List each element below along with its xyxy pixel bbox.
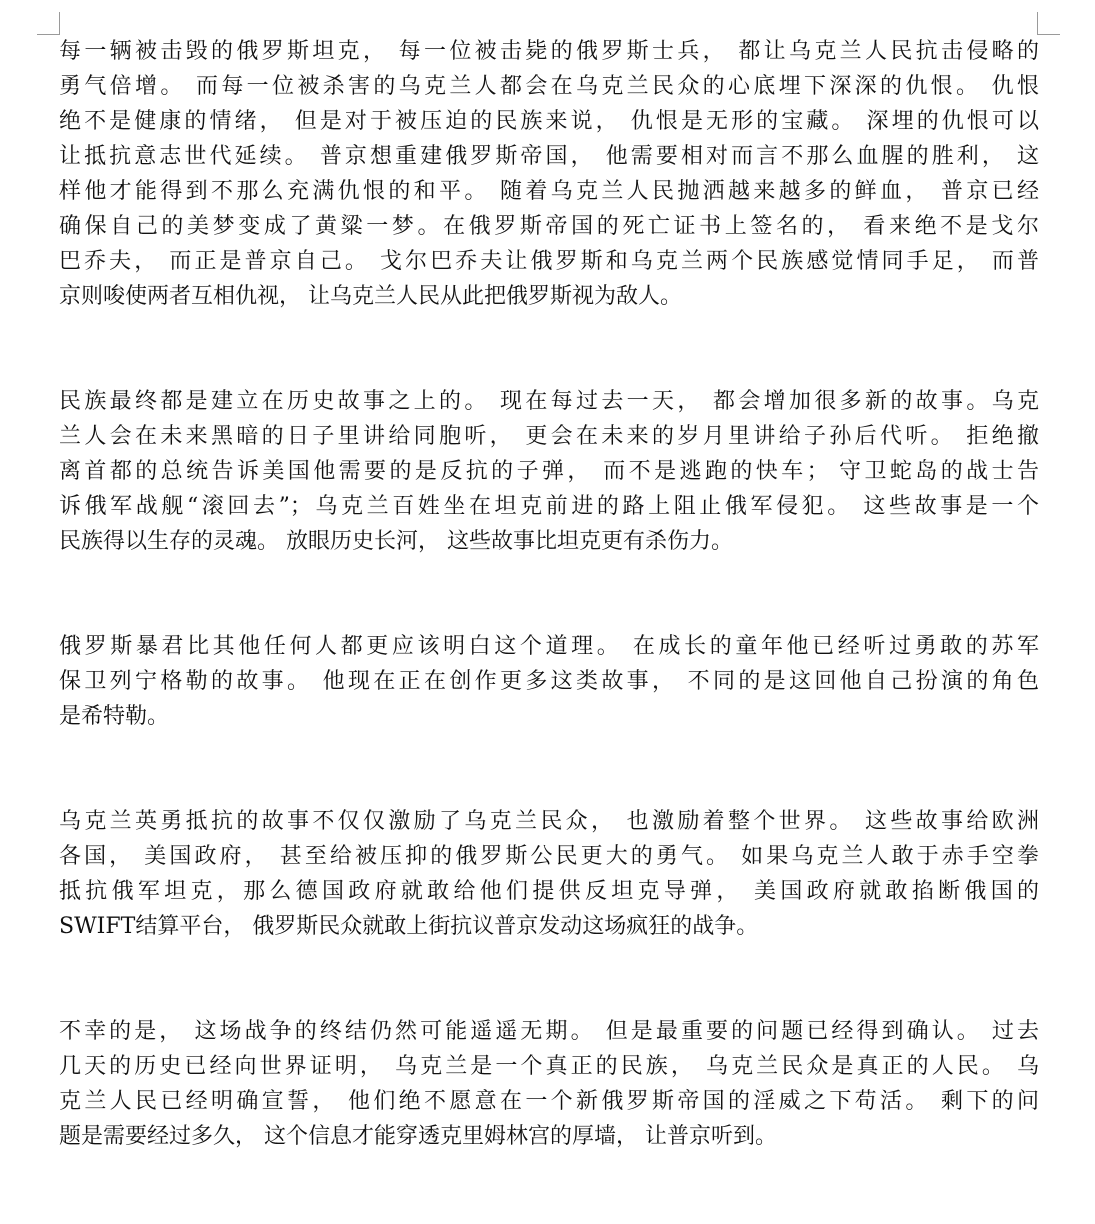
top-right-margin-mark [1037, 12, 1060, 35]
text-line: 俄罗斯暴君比其他任何人都更应该明白这个道理。 在成长的童年他已经听过勇敢的苏军 [59, 634, 1039, 659]
text-line: 兰人会在未来黑暗的日子里讲给同胞听， 更会在未来的岁月里讲给子孙后代听。 拒绝撤 [59, 424, 1039, 449]
text-line: 抵抗俄军坦克，那么德国政府就敢给他们提供反坦克导弹， 美国政府就敢掐断俄国的 [59, 879, 1039, 904]
text-line: 克兰人民已经明确宣誓， 他们绝不愿意在一个新俄罗斯帝国的淫威之下苟活。 剩下的问 [59, 1089, 1039, 1114]
text-line: 诉俄军战舰“滚回去”；乌克兰百姓坐在坦克前进的路上阻止俄军侵犯。 这些故事是一个 [59, 494, 1039, 519]
text-line: 勇气倍增。 而每一位被杀害的乌克兰人都会在乌克兰民众的心底埋下深深的仇恨。 仇恨 [59, 74, 1039, 99]
text-line: 样他才能得到不那么充满仇恨的和平。 随着乌克兰人民抛洒越来越多的鲜血， 普京已经 [59, 179, 1039, 204]
top-left-margin-mark [37, 12, 60, 35]
text-line: SWIFT结算平台， 俄罗斯民众就敢上街抗议普京发动这场疯狂的战争。 [59, 914, 759, 939]
text-line: 让抵抗意志世代延续。 普京想重建俄罗斯帝国， 他需要相对而言不那么血腥的胜利， 这 [59, 144, 1039, 169]
text-line: 确保自己的美梦变成了黄粱一梦。在俄罗斯帝国的死亡证书上签名的， 看来绝不是戈尔 [59, 214, 1039, 239]
text-line: 不幸的是， 这场战争的终结仍然可能遥遥无期。 但是最重要的问题已经得到确认。 过去 [59, 1019, 1039, 1044]
paragraph-4 [59, 804, 1039, 944]
document-body [59, 34, 1039, 1224]
text-line: 民族得以生存的灵魂。 放眼历史长河， 这些故事比坦克更有杀伤力。 [59, 529, 733, 554]
text-line: 每一辆被击毁的俄罗斯坦克， 每一位被击毙的俄罗斯士兵， 都让乌克兰人民抗击侵略的 [59, 39, 1039, 64]
paragraph-2 [59, 384, 1039, 559]
text-line: 几天的历史已经向世界证明， 乌克兰是一个真正的民族， 乌克兰民众是真正的人民。 乌 [59, 1054, 1039, 1079]
text-line: 京则唆使两者互相仇视， 让乌克兰人民从此把俄罗斯视为敌人。 [59, 284, 682, 309]
paragraph-1 [59, 34, 1039, 314]
paragraph-5 [59, 1014, 1039, 1154]
text-line: 离首都的总统告诉美国他需要的是反抗的子弹， 而不是逃跑的快车； 守卫蛇岛的战士告 [59, 459, 1039, 484]
text-line: 巴乔夫， 而正是普京自己。 戈尔巴乔夫让俄罗斯和乌克兰两个民族感觉情同手足， 而普 [59, 249, 1039, 274]
text-line: 民族最终都是建立在历史故事之上的。 现在每过去一天， 都会增加很多新的故事。乌克 [59, 389, 1039, 414]
text-line: 题是需要经过多久， 这个信息才能穿透克里姆林宫的厚墙， 让普京听到。 [59, 1124, 777, 1149]
text-line: 保卫列宁格勒的故事。 他现在正在创作更多这类故事， 不同的是这回他自己扮演的角色 [59, 669, 1039, 694]
paragraph-3 [59, 629, 1039, 734]
text-line: 各国， 美国政府， 甚至给被压抑的俄罗斯公民更大的勇气。 如果乌克兰人敢于赤手空拳 [59, 844, 1039, 869]
text-line: 绝不是健康的情绪， 但是对于被压迫的民族来说， 仇恨是无形的宝藏。 深埋的仇恨可以 [59, 109, 1039, 134]
text-line: 乌克兰英勇抵抗的故事不仅仅激励了乌克兰民众， 也激励着整个世界。 这些故事给欧洲 [59, 809, 1039, 834]
text-line: 是希特勒。 [59, 704, 170, 729]
